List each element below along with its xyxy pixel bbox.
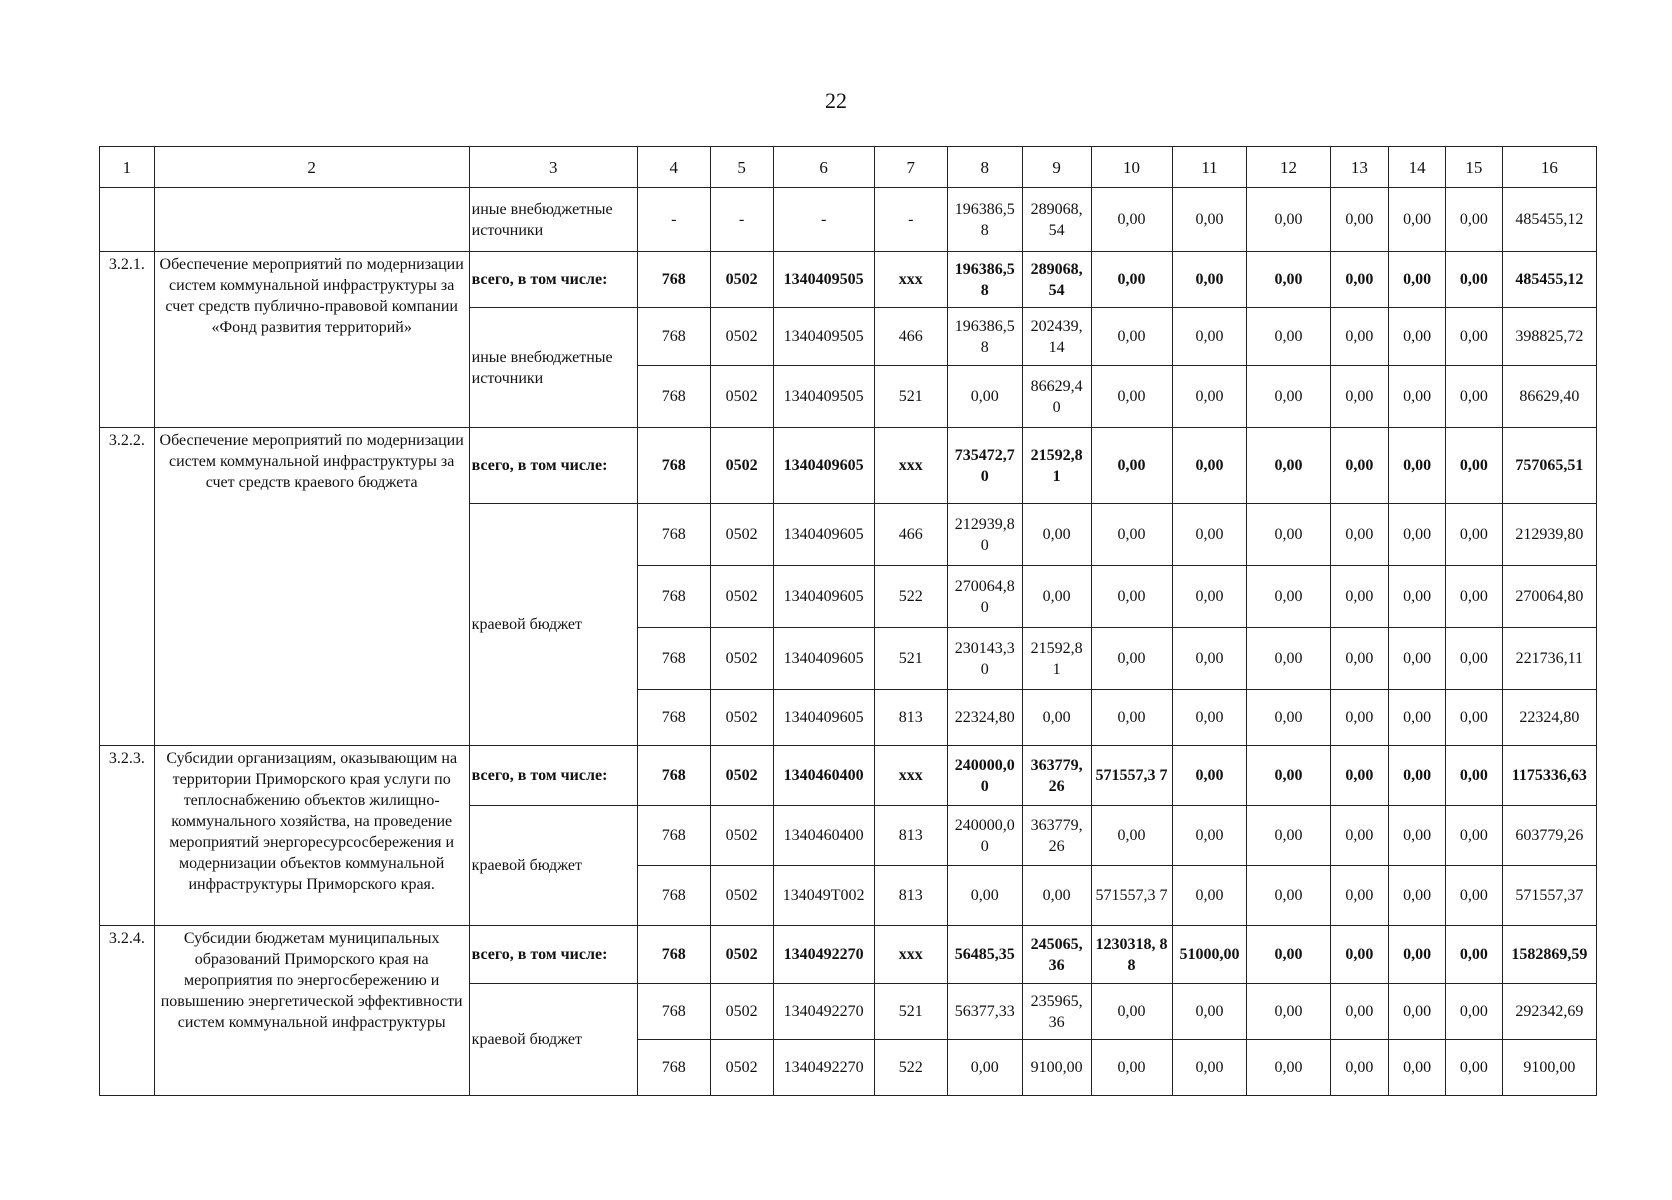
value-cell: 0502	[710, 428, 773, 504]
value-cell: 603779,26	[1502, 806, 1596, 866]
value-cell: 521	[874, 366, 947, 428]
value-cell: 1340409605	[773, 566, 874, 628]
value-cell: 0502	[710, 866, 773, 926]
value-cell: 240000,0 0	[947, 806, 1022, 866]
value-cell: 0,00	[1389, 308, 1446, 366]
value-cell: 485455,12	[1502, 188, 1596, 252]
value-cell: 1340460400	[773, 806, 874, 866]
value-cell: 0,00	[947, 866, 1022, 926]
value-cell: 0,00	[1389, 566, 1446, 628]
table-row	[100, 188, 1597, 252]
column-number: 12	[1247, 147, 1330, 188]
value-cell: 0,00	[1172, 504, 1247, 566]
value-cell: 0,00	[1445, 308, 1502, 366]
value-cell: 521	[874, 984, 947, 1040]
value-cell: 0,00	[1445, 366, 1502, 428]
value-cell: 0,00	[1172, 188, 1247, 252]
value-cell: 0,00	[1330, 690, 1389, 746]
budget-table	[99, 146, 1597, 1096]
value-cell: 0,00	[1389, 926, 1446, 984]
value-cell: 0,00	[1172, 984, 1247, 1040]
column-number: 9	[1022, 147, 1091, 188]
value-cell: 0,00	[1091, 428, 1172, 504]
measure-name: Обеспечение мероприятий по модернизации систем коммунальной инфраструктуры за счет средств краевого бюджета	[154, 428, 469, 746]
value-cell: 0,00	[1172, 428, 1247, 504]
value-cell: 398825,72	[1502, 308, 1596, 366]
value-cell: -	[773, 188, 874, 252]
value-cell: 0502	[710, 628, 773, 690]
value-cell: 0,00	[1389, 428, 1446, 504]
table-row-total	[100, 428, 1597, 504]
value-cell: 0,00	[1172, 746, 1247, 806]
value-cell: 1340409605	[773, 690, 874, 746]
value-cell: ххх	[874, 252, 947, 308]
value-cell: 0,00	[1247, 366, 1330, 428]
column-number: 14	[1389, 147, 1446, 188]
value-cell: 1340492270	[773, 926, 874, 984]
page-number: 22	[825, 88, 847, 113]
column-number: 8	[947, 147, 1022, 188]
value-cell: 0,00	[1247, 628, 1330, 690]
value-cell: 0,00	[1091, 188, 1172, 252]
funding-source: всего, в том числе:	[469, 926, 637, 984]
value-cell: 0,00	[1445, 252, 1502, 308]
value-cell: 1175336,63	[1502, 746, 1596, 806]
value-cell: 21592,8 1	[1022, 628, 1091, 690]
value-cell: 0,00	[1389, 252, 1446, 308]
value-cell: 0,00	[1091, 806, 1172, 866]
value-cell: 56377,33	[947, 984, 1022, 1040]
value-cell: 1340409605	[773, 428, 874, 504]
value-cell: 196386,5 8	[947, 252, 1022, 308]
value-cell: 522	[874, 1040, 947, 1096]
column-number: 1	[100, 147, 155, 188]
value-cell: 0502	[710, 926, 773, 984]
value-cell: 56485,35	[947, 926, 1022, 984]
column-number: 13	[1330, 147, 1389, 188]
value-cell: 270064,80	[1502, 566, 1596, 628]
value-cell: 0,00	[1389, 188, 1446, 252]
value-cell: 571557,3 7	[1091, 746, 1172, 806]
value-cell: 0,00	[1172, 866, 1247, 926]
value-cell: 9100,00	[1022, 1040, 1091, 1096]
value-cell: 0502	[710, 504, 773, 566]
value-cell: 0502	[710, 690, 773, 746]
funding-source: иные внебюджетные источники	[469, 308, 637, 428]
value-cell: 0,00	[1247, 188, 1330, 252]
value-cell: 0,00	[1247, 1040, 1330, 1096]
value-cell: 363779, 26	[1022, 746, 1091, 806]
value-cell: 0,00	[1172, 366, 1247, 428]
value-cell: 0,00	[1389, 628, 1446, 690]
value-cell: 0,00	[1389, 504, 1446, 566]
value-cell: 1340460400	[773, 746, 874, 806]
table-row-total	[100, 746, 1597, 806]
value-cell: 0,00	[1247, 806, 1330, 866]
value-cell: 0,00	[1445, 566, 1502, 628]
value-cell: 1340492270	[773, 1040, 874, 1096]
value-cell: 0,00	[1445, 428, 1502, 504]
funding-source: краевой бюджет	[469, 984, 637, 1096]
value-cell: 1230318, 88	[1091, 926, 1172, 984]
funding-source: иные внебюджетные источники	[469, 188, 637, 252]
value-cell: 0502	[710, 746, 773, 806]
value-cell: 0,00	[1172, 806, 1247, 866]
value-cell: 0,00	[1445, 628, 1502, 690]
value-cell: 235965, 36	[1022, 984, 1091, 1040]
value-cell: 0,00	[1247, 926, 1330, 984]
value-cell: 134049Т002	[773, 866, 874, 926]
value-cell: 0,00	[1172, 628, 1247, 690]
section-number: 3.2.2.	[100, 428, 155, 746]
value-cell: 757065,51	[1502, 428, 1596, 504]
value-cell: 292342,69	[1502, 984, 1596, 1040]
value-cell: 1340492270	[773, 984, 874, 1040]
value-cell: 0,00	[1389, 866, 1446, 926]
value-cell: 0,00	[1091, 628, 1172, 690]
section-number: 3.2.4.	[100, 926, 155, 1096]
value-cell: 768	[637, 690, 710, 746]
column-number: 5	[710, 147, 773, 188]
value-cell: 0,00	[1389, 366, 1446, 428]
value-cell: 0,00	[1445, 504, 1502, 566]
measure-name: Обеспечение мероприятий по модернизации систем коммунальной инфраструктуры за счет средств публично-правовой компании «Фонд развития территорий»	[154, 252, 469, 428]
value-cell: 0,00	[1330, 566, 1389, 628]
value-cell: 768	[637, 504, 710, 566]
value-cell: 522	[874, 566, 947, 628]
value-cell: 212939,8 0	[947, 504, 1022, 566]
funding-source: краевой бюджет	[469, 504, 637, 746]
value-cell: 466	[874, 504, 947, 566]
value-cell: 0,00	[1389, 984, 1446, 1040]
value-cell: 466	[874, 308, 947, 366]
value-cell: 0502	[710, 1040, 773, 1096]
value-cell: 0,00	[1445, 746, 1502, 806]
value-cell: 0,00	[1247, 252, 1330, 308]
value-cell: 0,00	[1247, 504, 1330, 566]
value-cell: 86629,4 0	[1022, 366, 1091, 428]
table-row-total	[100, 926, 1597, 984]
value-cell: ххх	[874, 746, 947, 806]
value-cell: 0,00	[1330, 1040, 1389, 1096]
value-cell: 768	[637, 566, 710, 628]
value-cell: 1340409505	[773, 252, 874, 308]
value-cell: 571557,37	[1502, 866, 1596, 926]
value-cell: -	[710, 188, 773, 252]
value-cell: 0,00	[1445, 866, 1502, 926]
value-cell: 768	[637, 926, 710, 984]
value-cell: 0,00	[1172, 252, 1247, 308]
value-cell: 0,00	[1330, 984, 1389, 1040]
value-cell: 9100,00	[1502, 1040, 1596, 1096]
funding-source: всего, в том числе:	[469, 428, 637, 504]
value-cell: 768	[637, 252, 710, 308]
value-cell: 0,00	[1330, 504, 1389, 566]
value-cell: 363779, 26	[1022, 806, 1091, 866]
value-cell: 0,00	[947, 366, 1022, 428]
measure-name: Субсидии бюджетам муниципальных образований Приморского края на мероприятия по энергосбережению и повышению энергетической эффективности систем коммунальной инфраструктуры	[154, 926, 469, 1096]
value-cell: 768	[637, 866, 710, 926]
value-cell: 0,00	[1091, 504, 1172, 566]
value-cell: 0,00	[1247, 866, 1330, 926]
value-cell: 0502	[710, 308, 773, 366]
value-cell: 0,00	[1330, 308, 1389, 366]
value-cell: 289068, 54	[1022, 252, 1091, 308]
value-cell: 21592,8 1	[1022, 428, 1091, 504]
column-number: 6	[773, 147, 874, 188]
value-cell: 0,00	[1022, 504, 1091, 566]
value-cell: 0,00	[1330, 428, 1389, 504]
measure-name	[154, 188, 469, 252]
value-cell: 0,00	[1330, 926, 1389, 984]
value-cell: 0,00	[1445, 926, 1502, 984]
value-cell: 0,00	[1330, 366, 1389, 428]
funding-source: всего, в том числе:	[469, 746, 637, 806]
value-cell: 1340409505	[773, 308, 874, 366]
value-cell: 270064,8 0	[947, 566, 1022, 628]
value-cell: 289068, 54	[1022, 188, 1091, 252]
value-cell: 813	[874, 866, 947, 926]
value-cell: 0,00	[1247, 566, 1330, 628]
value-cell: 0,00	[1389, 746, 1446, 806]
value-cell: -	[637, 188, 710, 252]
value-cell: 202439, 14	[1022, 308, 1091, 366]
section-number: 3.2.1.	[100, 252, 155, 428]
value-cell: 0,00	[1022, 866, 1091, 926]
value-cell: 0502	[710, 366, 773, 428]
value-cell: 0,00	[1091, 366, 1172, 428]
value-cell: 51000,00	[1172, 926, 1247, 984]
value-cell: 768	[637, 308, 710, 366]
value-cell: 768	[637, 984, 710, 1040]
value-cell: 0,00	[1445, 188, 1502, 252]
value-cell: 221736,11	[1502, 628, 1596, 690]
value-cell: 0,00	[1247, 984, 1330, 1040]
section-number	[100, 188, 155, 252]
value-cell: 485455,12	[1502, 252, 1596, 308]
value-cell: 0502	[710, 806, 773, 866]
value-cell: 0,00	[1247, 428, 1330, 504]
value-cell: 0,00	[1445, 1040, 1502, 1096]
value-cell: 230143,3 0	[947, 628, 1022, 690]
value-cell: 86629,40	[1502, 366, 1596, 428]
value-cell: ххх	[874, 926, 947, 984]
value-cell: 245065, 36	[1022, 926, 1091, 984]
value-cell: 196386,5 8	[947, 188, 1022, 252]
table-header-row	[100, 147, 1597, 188]
value-cell: 0,00	[1445, 806, 1502, 866]
value-cell: 0,00	[1091, 984, 1172, 1040]
value-cell: 0,00	[1445, 984, 1502, 1040]
value-cell: -	[874, 188, 947, 252]
column-number: 15	[1445, 147, 1502, 188]
value-cell: 0,00	[1330, 806, 1389, 866]
funding-source: всего, в том числе:	[469, 252, 637, 308]
value-cell: 0502	[710, 566, 773, 628]
value-cell: 22324,80	[1502, 690, 1596, 746]
value-cell: 0,00	[1172, 308, 1247, 366]
value-cell: 0,00	[1022, 690, 1091, 746]
column-number: 2	[154, 147, 469, 188]
value-cell: 0,00	[1091, 252, 1172, 308]
value-cell: 1340409505	[773, 366, 874, 428]
value-cell: 768	[637, 806, 710, 866]
value-cell: 0,00	[1330, 628, 1389, 690]
value-cell: 0,00	[1247, 746, 1330, 806]
column-number: 10	[1091, 147, 1172, 188]
value-cell: 768	[637, 366, 710, 428]
value-cell: 240000,0 0	[947, 746, 1022, 806]
value-cell: 1582869,59	[1502, 926, 1596, 984]
value-cell: ххх	[874, 428, 947, 504]
value-cell: 0,00	[1172, 1040, 1247, 1096]
value-cell: 768	[637, 746, 710, 806]
value-cell: 0,00	[1172, 566, 1247, 628]
value-cell: 768	[637, 428, 710, 504]
section-number: 3.2.3.	[100, 746, 155, 926]
value-cell: 0,00	[1091, 308, 1172, 366]
value-cell: 0,00	[1091, 566, 1172, 628]
column-number: 16	[1502, 147, 1596, 188]
value-cell: 0,00	[1172, 690, 1247, 746]
value-cell: 0,00	[1091, 690, 1172, 746]
value-cell: 571557,3 7	[1091, 866, 1172, 926]
value-cell: 813	[874, 690, 947, 746]
value-cell: 0,00	[1389, 690, 1446, 746]
value-cell: 768	[637, 628, 710, 690]
value-cell: 813	[874, 806, 947, 866]
value-cell: 196386,5 8	[947, 308, 1022, 366]
value-cell: 212939,80	[1502, 504, 1596, 566]
value-cell: 0,00	[1330, 866, 1389, 926]
value-cell: 0,00	[1247, 308, 1330, 366]
value-cell: 0,00	[1389, 1040, 1446, 1096]
value-cell: 0,00	[1022, 566, 1091, 628]
value-cell: 0,00	[1330, 188, 1389, 252]
column-number: 11	[1172, 147, 1247, 188]
value-cell: 1340409605	[773, 504, 874, 566]
value-cell: 0,00	[947, 1040, 1022, 1096]
value-cell: 0,00	[1445, 690, 1502, 746]
column-number: 3	[469, 147, 637, 188]
value-cell: 0,00	[1389, 806, 1446, 866]
value-cell: 521	[874, 628, 947, 690]
value-cell: 0,00	[1247, 690, 1330, 746]
value-cell: 0502	[710, 984, 773, 1040]
measure-name: Субсидии организациям, оказывающим на территории Приморского края услуги по теплоснабжению объектов жилищно-коммунального хозяйства, на проведение мероприятий энергоресурсосбережения и модернизации объектов коммунальной инфраструктуры Приморского края.	[154, 746, 469, 926]
funding-source: краевой бюджет	[469, 806, 637, 926]
value-cell: 1340409605	[773, 628, 874, 690]
value-cell: 735472,7 0	[947, 428, 1022, 504]
column-number: 7	[874, 147, 947, 188]
value-cell: 768	[637, 1040, 710, 1096]
column-number: 4	[637, 147, 710, 188]
value-cell: 0,00	[1330, 746, 1389, 806]
table-row-total	[100, 252, 1597, 308]
value-cell: 0,00	[1091, 1040, 1172, 1096]
value-cell: 0,00	[1330, 252, 1389, 308]
value-cell: 22324,80	[947, 690, 1022, 746]
value-cell: 0502	[710, 252, 773, 308]
